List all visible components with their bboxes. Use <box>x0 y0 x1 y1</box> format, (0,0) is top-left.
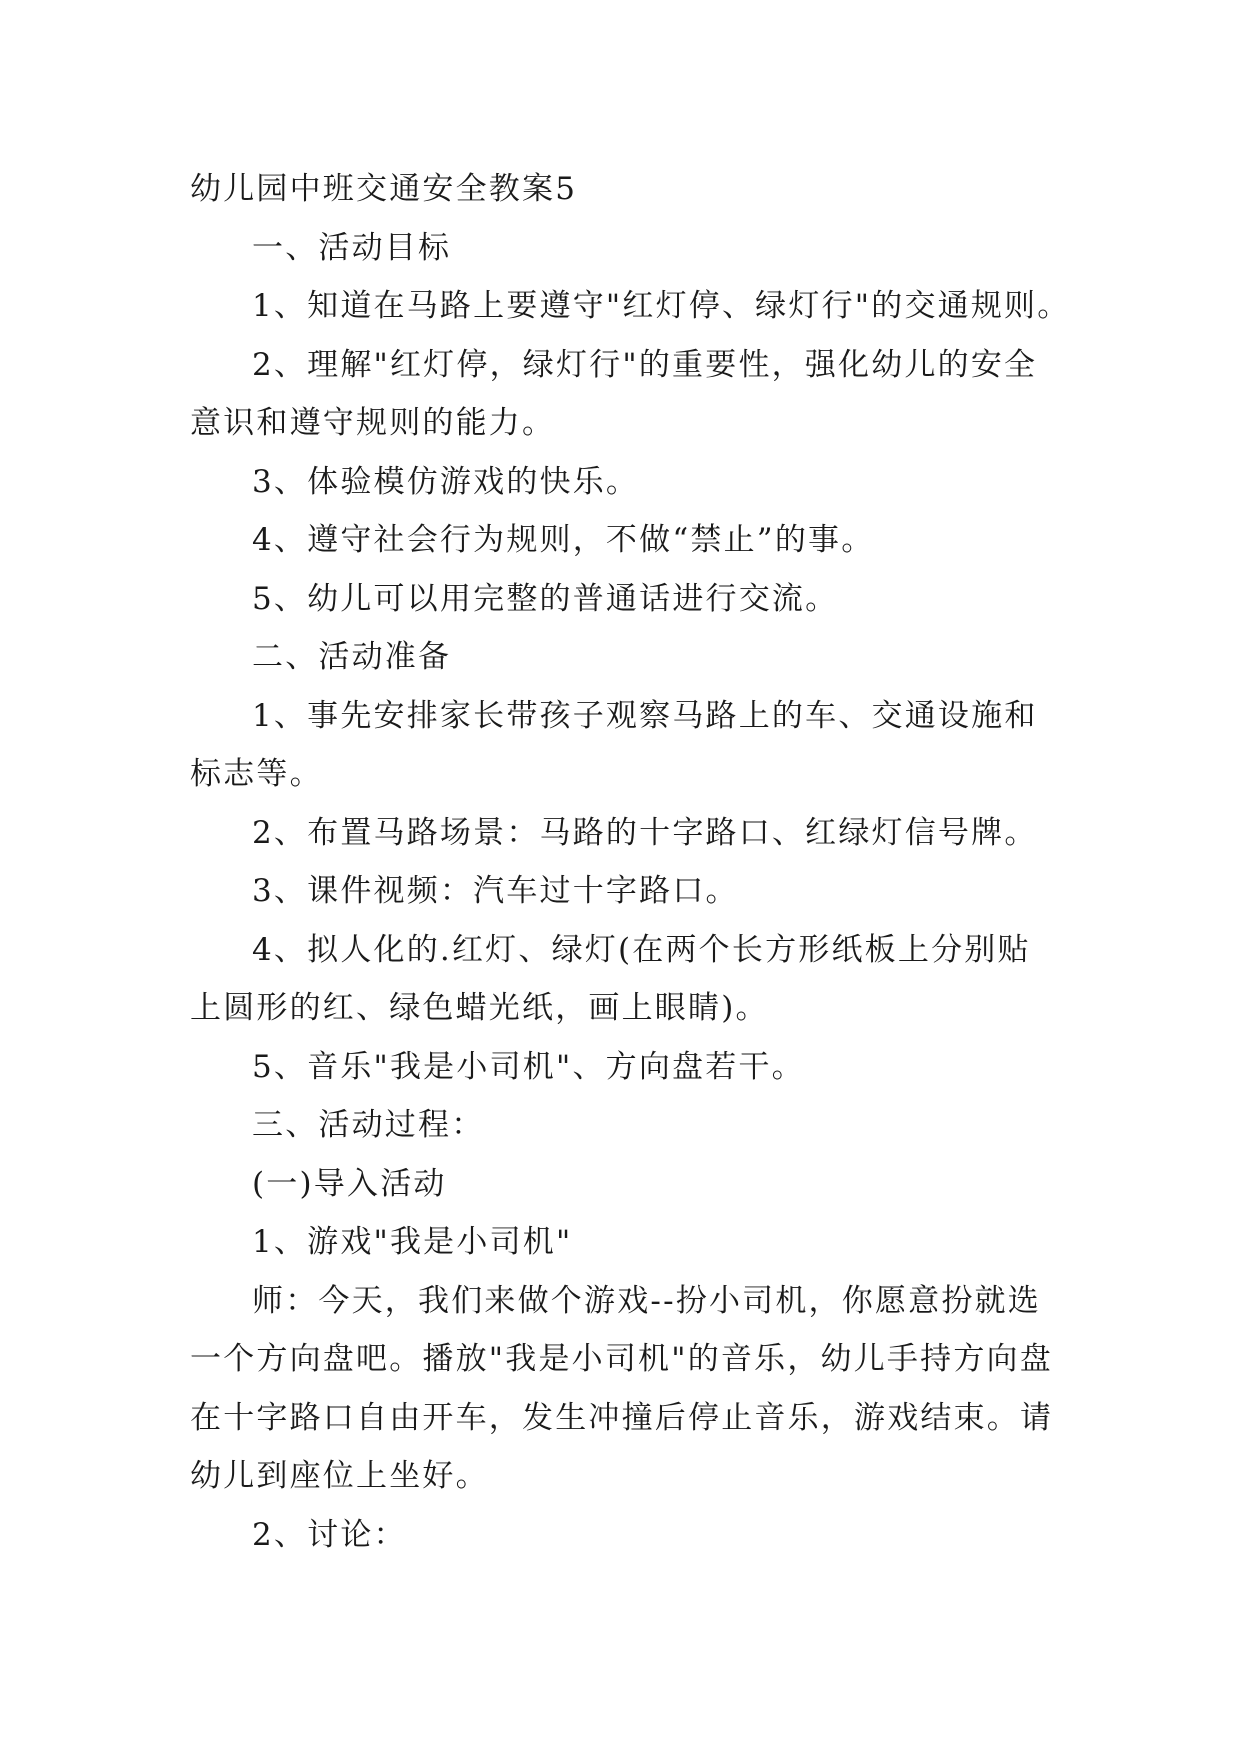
paragraph-line: 2、理解"红灯停，绿灯行"的重要性，强化幼儿的安全 <box>252 346 1038 383</box>
paragraph-line: 师：今天，我们来做个游戏--扮小司机，你愿意扮就选 <box>252 1282 1041 1319</box>
paragraph-line: 2、讨论： <box>252 1516 407 1553</box>
section-heading-goals: 一、活动目标 <box>252 229 452 266</box>
paragraph-line: 5、音乐"我是小司机"、方向盘若干。 <box>252 1048 805 1085</box>
paragraph-line: 3、体验模仿游戏的快乐。 <box>252 463 640 500</box>
paragraph-line: 幼儿到座位上坐好。 <box>190 1458 489 1494</box>
paragraph-line: 1、游戏"我是小司机" <box>252 1224 573 1260</box>
subsection-heading: (一)导入活动 <box>252 1165 447 1202</box>
paragraph-line: 意识和遵守规则的能力。 <box>190 405 556 441</box>
paragraph-line: 4、遵守社会行为规则，不做“禁止”的事。 <box>252 522 875 558</box>
paragraph-line: 1、事先安排家长带孩子观察马路上的车、交通设施和 <box>252 697 1038 734</box>
paragraph-line: 标志等。 <box>190 756 323 792</box>
paragraph-line: 4、拟人化的.红灯、绿灯(在两个长方形纸板上分别贴 <box>252 931 1031 968</box>
paragraph-line: 上圆形的红、绿色蜡光纸，画上眼睛)。 <box>190 990 769 1026</box>
section-heading-preparation: 二、活动准备 <box>252 639 452 675</box>
paragraph-line: 一个方向盘吧。播放"我是小司机"的音乐，幼儿手持方向盘 <box>190 1341 1053 1377</box>
document-body <box>190 160 1090 1564</box>
paragraph-line: 2、布置马路场景：马路的十字路口、红绿灯信号牌。 <box>252 814 1038 851</box>
document-title: 幼儿园中班交通安全教案5 <box>190 171 578 207</box>
section-heading-process: 三、活动过程： <box>252 1107 485 1143</box>
paragraph-line: 3、课件视频：汽车过十字路口。 <box>252 873 739 909</box>
paragraph-line: 在十字路口自由开车，发生冲撞后停止音乐，游戏结束。请 <box>190 1399 1054 1436</box>
paragraph-line: 1、知道在马路上要遵守"红灯停、绿灯行"的交通规则。 <box>252 288 1071 324</box>
paragraph-line: 5、幼儿可以用完整的普通话进行交流。 <box>252 580 839 617</box>
